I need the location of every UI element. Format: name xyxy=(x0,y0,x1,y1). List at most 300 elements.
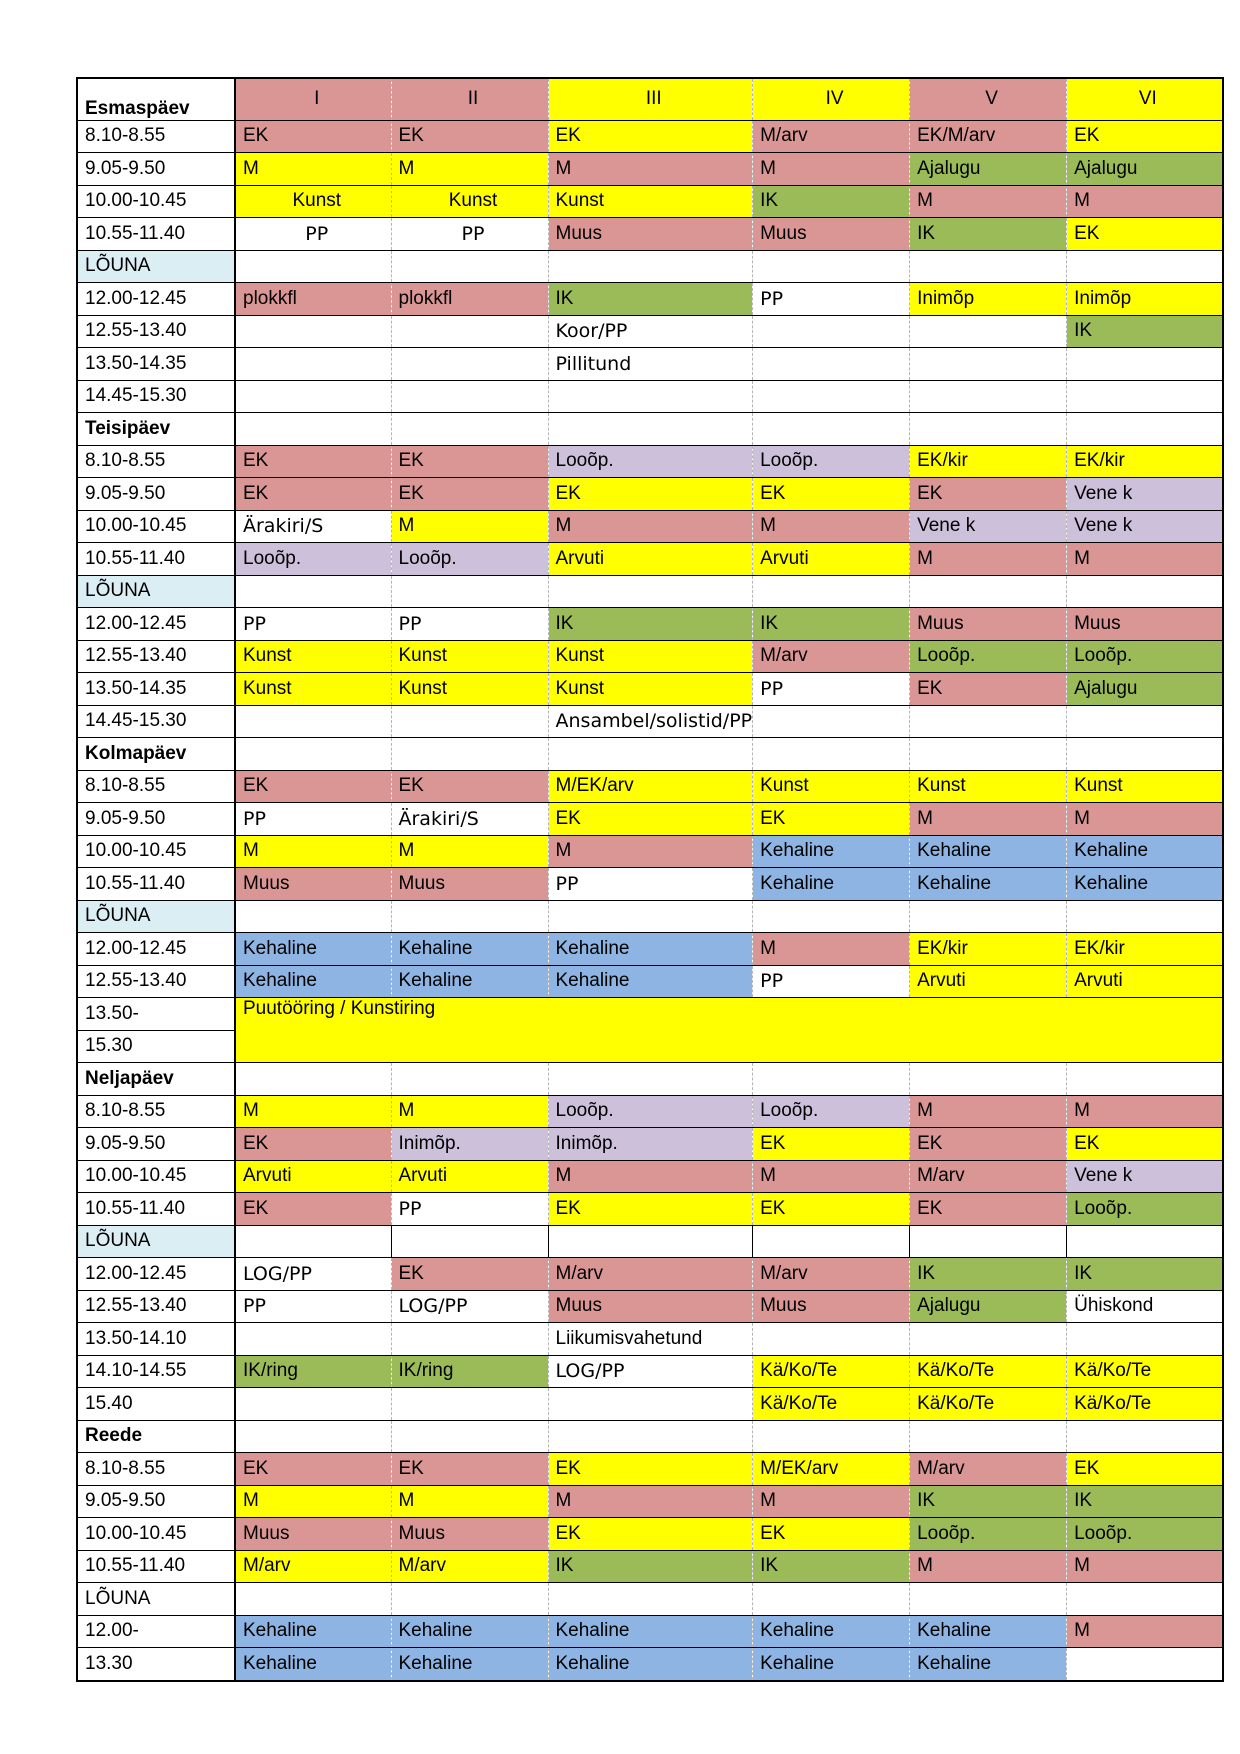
time-slot: 12.55-13.40 xyxy=(77,1290,235,1323)
empty-cell xyxy=(391,250,548,283)
lunch-row xyxy=(77,1583,1223,1616)
lesson-cell: Kehaline xyxy=(910,1615,1067,1648)
lesson-cell: IK/ring xyxy=(235,1355,391,1388)
class-column-header: V xyxy=(910,78,1067,120)
lesson-cell: IK xyxy=(910,1258,1067,1291)
lesson-row xyxy=(77,705,1223,738)
empty-cell xyxy=(753,1583,910,1616)
time-slot: 10.00-10.45 xyxy=(77,185,235,218)
lesson-cell: M xyxy=(548,835,753,868)
lesson-cell: M xyxy=(753,933,910,966)
lesson-row xyxy=(77,185,1223,218)
lesson-cell: M/arv xyxy=(235,1550,391,1583)
lesson-cell: M xyxy=(548,153,753,186)
time-slot: 9.05-9.50 xyxy=(77,478,235,511)
lesson-cell: IK xyxy=(548,1550,753,1583)
time-slot: 12.00-12.45 xyxy=(77,608,235,641)
lesson-cell: Muus xyxy=(753,218,910,251)
lesson-row xyxy=(77,1290,1223,1323)
lesson-row xyxy=(77,1648,1223,1681)
lesson-cell: M xyxy=(910,1095,1067,1128)
lesson-cell: M xyxy=(1067,185,1223,218)
lesson-cell: M xyxy=(235,1095,391,1128)
time-slot: 13.30 xyxy=(77,1648,235,1681)
lesson-cell: plokkfl xyxy=(235,283,391,316)
lesson-cell xyxy=(548,380,753,413)
lesson-row xyxy=(77,1128,1223,1161)
lesson-cell: IK xyxy=(1067,1485,1223,1518)
lesson-cell: Inimõp xyxy=(910,283,1067,316)
lesson-cell: M xyxy=(753,510,910,543)
empty-cell xyxy=(548,1063,753,1096)
lesson-cell: M xyxy=(1067,803,1223,836)
empty-cell xyxy=(391,1420,548,1453)
time-slot: 12.00-12.45 xyxy=(77,1258,235,1291)
lesson-row xyxy=(77,608,1223,641)
empty-cell xyxy=(548,413,753,446)
lesson-cell: EK xyxy=(910,1128,1067,1161)
lesson-cell: Kehaline xyxy=(235,1615,391,1648)
lesson-row xyxy=(77,218,1223,251)
lunch-row xyxy=(77,575,1223,608)
lesson-cell xyxy=(1067,380,1223,413)
lesson-cell xyxy=(235,1388,391,1421)
lesson-cell: EK xyxy=(910,673,1067,706)
lunch-row xyxy=(77,900,1223,933)
empty-cell xyxy=(391,738,548,771)
lesson-cell: Ajalugu xyxy=(910,1290,1067,1323)
lesson-cell xyxy=(753,1323,910,1356)
lesson-cell xyxy=(910,380,1067,413)
empty-cell xyxy=(548,1583,753,1616)
lesson-row xyxy=(77,1485,1223,1518)
lesson-row xyxy=(77,1193,1223,1226)
lesson-cell: Kunst xyxy=(391,640,548,673)
lesson-cell: M/EK/arv xyxy=(548,770,753,803)
lesson-cell: Muus xyxy=(548,218,753,251)
lesson-cell: Looõp. xyxy=(1067,1193,1223,1226)
lesson-cell: EK xyxy=(548,1453,753,1486)
empty-cell xyxy=(753,738,910,771)
lesson-cell: EK xyxy=(548,803,753,836)
lesson-cell: M xyxy=(391,153,548,186)
lesson-row xyxy=(77,868,1223,901)
day-name: Teisipäev xyxy=(77,413,235,446)
day-header-row xyxy=(77,78,1223,120)
lesson-row xyxy=(77,283,1223,316)
empty-cell xyxy=(910,413,1067,446)
lesson-cell: Looõp. xyxy=(1067,640,1223,673)
lesson-cell xyxy=(910,705,1067,738)
lesson-cell: PP xyxy=(235,1290,391,1323)
lesson-cell: IK xyxy=(548,608,753,641)
lesson-cell: Looõp. xyxy=(391,543,548,576)
time-slot: 10.00-10.45 xyxy=(77,835,235,868)
lesson-cell: M xyxy=(910,185,1067,218)
empty-cell xyxy=(391,575,548,608)
empty-cell xyxy=(753,1063,910,1096)
empty-cell xyxy=(753,1420,910,1453)
lesson-cell: Kä/Ko/Te xyxy=(753,1355,910,1388)
empty-cell xyxy=(1067,738,1223,771)
lesson-cell: PP xyxy=(391,608,548,641)
lesson-cell: Looõp. xyxy=(548,445,753,478)
empty-cell xyxy=(548,738,753,771)
lesson-cell: M xyxy=(910,543,1067,576)
lesson-cell: EK xyxy=(1067,1453,1223,1486)
lesson-cell: Looõp. xyxy=(910,640,1067,673)
lesson-cell: Kunst xyxy=(391,673,548,706)
time-slot: 10.55-11.40 xyxy=(77,543,235,576)
class-column-header: IV xyxy=(753,78,910,120)
empty-cell xyxy=(910,575,1067,608)
lesson-cell: EK xyxy=(1067,120,1223,153)
day-name: Neljapäev xyxy=(77,1063,235,1096)
lesson-cell: Muus xyxy=(235,868,391,901)
time-slot: 13.50-14.35 xyxy=(77,673,235,706)
lesson-cell xyxy=(235,380,391,413)
lunch-row xyxy=(77,1225,1223,1258)
empty-cell xyxy=(235,1063,391,1096)
lesson-cell: EK xyxy=(235,120,391,153)
lesson-cell: Ajalugu xyxy=(1067,673,1223,706)
lesson-cell: M/arv xyxy=(391,1550,548,1583)
time-slot: 15.40 xyxy=(77,1388,235,1421)
lesson-cell: PP xyxy=(235,218,391,251)
lesson-cell: Kunst xyxy=(235,673,391,706)
empty-cell xyxy=(548,1420,753,1453)
lesson-cell: IK xyxy=(548,283,753,316)
lesson-cell: Vene k xyxy=(910,510,1067,543)
lesson-cell: Koor/PP xyxy=(548,315,753,348)
empty-cell xyxy=(1067,250,1223,283)
lesson-cell: Kehaline xyxy=(391,1648,548,1681)
lesson-cell xyxy=(753,348,910,381)
lesson-cell: Kehaline xyxy=(235,965,391,998)
lesson-cell: Vene k xyxy=(1067,1160,1223,1193)
time-slot: 10.55-11.40 xyxy=(77,1193,235,1226)
lesson-cell: EK/kir xyxy=(910,933,1067,966)
time-slot: 15.30 xyxy=(77,1030,235,1063)
lesson-row xyxy=(77,120,1223,153)
lesson-cell: Kehaline xyxy=(753,1615,910,1648)
lesson-cell: M xyxy=(391,1095,548,1128)
timetable xyxy=(76,77,1224,1682)
lesson-cell: IK/ring xyxy=(391,1355,548,1388)
time-slot: 9.05-9.50 xyxy=(77,1128,235,1161)
lesson-cell: Kunst xyxy=(753,770,910,803)
empty-cell xyxy=(1067,1420,1223,1453)
lesson-cell: Kehaline xyxy=(235,1648,391,1681)
lesson-cell: Kunst xyxy=(548,185,753,218)
class-column-header: II xyxy=(391,78,548,120)
lesson-cell: EK xyxy=(910,478,1067,511)
lesson-cell: Kehaline xyxy=(910,835,1067,868)
lesson-cell: EK xyxy=(753,1518,910,1551)
lesson-row xyxy=(77,445,1223,478)
lesson-cell xyxy=(391,380,548,413)
lunch-label: LÕUNA xyxy=(77,575,235,608)
lesson-cell: Kehaline xyxy=(910,1648,1067,1681)
lesson-cell: Muus xyxy=(391,868,548,901)
day-header-row xyxy=(77,1063,1223,1096)
lesson-cell: M xyxy=(753,1160,910,1193)
lesson-cell: Inimõp xyxy=(1067,283,1223,316)
lesson-cell: Kehaline xyxy=(548,933,753,966)
lesson-cell: EK xyxy=(235,445,391,478)
lesson-cell: M/arv xyxy=(910,1453,1067,1486)
lesson-row xyxy=(77,1323,1223,1356)
lesson-cell: Ärakiri/S xyxy=(235,510,391,543)
lesson-cell: Muus xyxy=(391,1518,548,1551)
lesson-cell: Ansambel/solistid/PP xyxy=(548,705,753,738)
lesson-row xyxy=(77,770,1223,803)
lesson-cell: Kä/Ko/Te xyxy=(1067,1355,1223,1388)
lesson-cell: Kunst xyxy=(548,640,753,673)
lesson-cell: EK xyxy=(235,1193,391,1226)
empty-cell xyxy=(391,900,548,933)
lesson-cell xyxy=(235,315,391,348)
lesson-row xyxy=(77,998,1223,1031)
time-slot: 10.55-11.40 xyxy=(77,218,235,251)
lesson-cell: M xyxy=(391,1485,548,1518)
lesson-cell: PP xyxy=(548,868,753,901)
lesson-row xyxy=(77,1355,1223,1388)
lesson-cell xyxy=(753,315,910,348)
lesson-cell: Kä/Ko/Te xyxy=(910,1388,1067,1421)
lesson-cell xyxy=(235,705,391,738)
lesson-cell: EK xyxy=(548,1193,753,1226)
lesson-cell: M xyxy=(235,153,391,186)
lunch-label: LÕUNA xyxy=(77,250,235,283)
lesson-cell: Kehaline xyxy=(753,1648,910,1681)
lesson-cell xyxy=(235,348,391,381)
empty-cell xyxy=(391,413,548,446)
lesson-cell: Vene k xyxy=(1067,478,1223,511)
lesson-cell: EK xyxy=(1067,218,1223,251)
lesson-row xyxy=(77,510,1223,543)
lesson-cell: Ärakiri/S xyxy=(391,803,548,836)
lesson-cell: Muus xyxy=(1067,608,1223,641)
lesson-cell: PP xyxy=(753,283,910,316)
lesson-cell: EK xyxy=(753,803,910,836)
lesson-cell: M xyxy=(910,803,1067,836)
lesson-cell: EK xyxy=(235,1453,391,1486)
lesson-row xyxy=(77,380,1223,413)
lesson-cell: M xyxy=(1067,1615,1223,1648)
lesson-cell: Kehaline xyxy=(548,1615,753,1648)
lunch-label: LÕUNA xyxy=(77,1583,235,1616)
lesson-row xyxy=(77,1453,1223,1486)
empty-cell xyxy=(1067,1225,1223,1258)
lesson-cell: IK xyxy=(910,1485,1067,1518)
empty-cell xyxy=(548,250,753,283)
lesson-cell: M xyxy=(753,1485,910,1518)
empty-cell xyxy=(910,1583,1067,1616)
lesson-cell: Kehaline xyxy=(1067,868,1223,901)
lesson-cell: EK xyxy=(391,120,548,153)
time-slot: 12.00-12.45 xyxy=(77,283,235,316)
lesson-cell: Kä/Ko/Te xyxy=(1067,1388,1223,1421)
day-name: Kolmapäev xyxy=(77,738,235,771)
lesson-cell: plokkfl xyxy=(391,283,548,316)
lesson-row xyxy=(77,1518,1223,1551)
lesson-cell: Kehaline xyxy=(753,835,910,868)
lesson-cell xyxy=(753,705,910,738)
lesson-cell: Ajalugu xyxy=(910,153,1067,186)
lesson-cell: Kä/Ko/Te xyxy=(910,1355,1067,1388)
lesson-cell: IK xyxy=(1067,315,1223,348)
empty-cell xyxy=(910,1063,1067,1096)
time-slot: 8.10-8.55 xyxy=(77,770,235,803)
lesson-cell: Arvuti xyxy=(548,543,753,576)
lesson-cell: M xyxy=(391,510,548,543)
empty-cell xyxy=(910,1225,1067,1258)
lesson-cell: M xyxy=(235,835,391,868)
lesson-cell: Ühiskond xyxy=(1067,1290,1223,1323)
empty-cell xyxy=(753,250,910,283)
time-slot: 8.10-8.55 xyxy=(77,120,235,153)
lesson-cell: Liikumisvahetund xyxy=(548,1323,753,1356)
lesson-cell: Ajalugu xyxy=(1067,153,1223,186)
lesson-cell: EK xyxy=(548,120,753,153)
lesson-cell: M xyxy=(753,153,910,186)
lesson-cell: Kä/Ko/Te xyxy=(753,1388,910,1421)
lesson-cell: PP xyxy=(753,673,910,706)
empty-cell xyxy=(548,575,753,608)
time-slot: 13.50-14.35 xyxy=(77,348,235,381)
lesson-cell: IK xyxy=(753,608,910,641)
lesson-cell xyxy=(1067,1648,1223,1681)
lesson-cell: Kehaline xyxy=(391,933,548,966)
lesson-cell: Kehaline xyxy=(391,965,548,998)
lesson-cell: EK/kir xyxy=(1067,445,1223,478)
time-slot: 12.00- xyxy=(77,1615,235,1648)
lesson-cell: LOG/PP xyxy=(548,1355,753,1388)
lesson-cell: PP xyxy=(391,218,548,251)
lesson-cell xyxy=(235,1323,391,1356)
lesson-cell: EK xyxy=(753,1128,910,1161)
time-slot: 9.05-9.50 xyxy=(77,803,235,836)
lesson-cell xyxy=(1067,1323,1223,1356)
day-header-row xyxy=(77,738,1223,771)
lesson-row xyxy=(77,933,1223,966)
empty-cell xyxy=(235,575,391,608)
class-column-header: I xyxy=(235,78,391,120)
day-name: Reede xyxy=(77,1420,235,1453)
lesson-cell xyxy=(753,380,910,413)
lesson-row xyxy=(77,315,1223,348)
empty-cell xyxy=(235,1225,391,1258)
lesson-cell: EK xyxy=(235,1128,391,1161)
time-slot: 12.55-13.40 xyxy=(77,640,235,673)
lesson-row xyxy=(77,673,1223,706)
lesson-cell: Kunst xyxy=(235,185,391,218)
lesson-cell xyxy=(910,348,1067,381)
lesson-cell: Kunst xyxy=(910,770,1067,803)
time-slot: 9.05-9.50 xyxy=(77,153,235,186)
lesson-cell: Arvuti xyxy=(910,965,1067,998)
empty-cell xyxy=(753,575,910,608)
activity-cell: Puutööring / Kunstiring xyxy=(235,998,1223,1063)
lesson-row xyxy=(77,543,1223,576)
lesson-cell: Pillitund xyxy=(548,348,753,381)
time-slot: 8.10-8.55 xyxy=(77,1095,235,1128)
lesson-cell: IK xyxy=(910,218,1067,251)
lesson-cell xyxy=(391,705,548,738)
lesson-cell: IK xyxy=(753,185,910,218)
lesson-cell: EK xyxy=(548,1518,753,1551)
lunch-label: LÕUNA xyxy=(77,1225,235,1258)
lesson-cell: M xyxy=(910,1550,1067,1583)
lesson-cell: Arvuti xyxy=(753,543,910,576)
empty-cell xyxy=(910,250,1067,283)
lesson-row xyxy=(77,640,1223,673)
lesson-cell: Kunst xyxy=(391,185,548,218)
lesson-cell: Arvuti xyxy=(391,1160,548,1193)
lesson-cell: EK xyxy=(235,478,391,511)
lesson-cell: EK xyxy=(753,478,910,511)
lesson-cell: M/EK/arv xyxy=(753,1453,910,1486)
lesson-cell: EK/kir xyxy=(910,445,1067,478)
lesson-cell: Looõp. xyxy=(910,1518,1067,1551)
lesson-cell: Vene k xyxy=(1067,510,1223,543)
lesson-cell: EK xyxy=(391,478,548,511)
lesson-cell: EK xyxy=(1067,1128,1223,1161)
lesson-cell xyxy=(910,1323,1067,1356)
time-slot: 14.45-15.30 xyxy=(77,380,235,413)
lesson-cell: PP xyxy=(235,803,391,836)
lesson-cell xyxy=(391,315,548,348)
lesson-cell: Kunst xyxy=(548,673,753,706)
empty-cell xyxy=(235,738,391,771)
lesson-cell xyxy=(391,1323,548,1356)
lesson-cell: Kunst xyxy=(1067,770,1223,803)
time-slot: 10.00-10.45 xyxy=(77,1518,235,1551)
lesson-cell: EK xyxy=(548,478,753,511)
lesson-cell: Muus xyxy=(753,1290,910,1323)
lesson-cell: Kehaline xyxy=(548,965,753,998)
lesson-cell: EK/kir xyxy=(1067,933,1223,966)
lesson-cell: Inimõp. xyxy=(548,1128,753,1161)
lesson-cell: M xyxy=(1067,543,1223,576)
time-slot: 10.00-10.45 xyxy=(77,1160,235,1193)
day-header-row xyxy=(77,413,1223,446)
lesson-cell: Looõp. xyxy=(753,1095,910,1128)
lesson-cell: Kehaline xyxy=(391,1615,548,1648)
lesson-row xyxy=(77,803,1223,836)
empty-cell xyxy=(235,413,391,446)
lesson-cell: Kehaline xyxy=(910,868,1067,901)
time-slot: 10.55-11.40 xyxy=(77,1550,235,1583)
lesson-cell xyxy=(910,315,1067,348)
time-slot: 12.55-13.40 xyxy=(77,315,235,348)
time-slot: 13.50-14.10 xyxy=(77,1323,235,1356)
lesson-cell: Muus xyxy=(235,1518,391,1551)
lesson-cell: Kehaline xyxy=(1067,835,1223,868)
time-slot: 12.00-12.45 xyxy=(77,933,235,966)
class-column-header: VI xyxy=(1067,78,1223,120)
time-slot: 10.55-11.40 xyxy=(77,868,235,901)
empty-cell xyxy=(235,1420,391,1453)
lesson-cell: LOG/PP xyxy=(391,1290,548,1323)
lesson-cell: M/arv xyxy=(753,1258,910,1291)
lesson-cell: M/arv xyxy=(753,640,910,673)
lesson-cell: EK/M/arv xyxy=(910,120,1067,153)
lesson-cell: M xyxy=(391,835,548,868)
empty-cell xyxy=(1067,575,1223,608)
lesson-cell: Looõp. xyxy=(1067,1518,1223,1551)
